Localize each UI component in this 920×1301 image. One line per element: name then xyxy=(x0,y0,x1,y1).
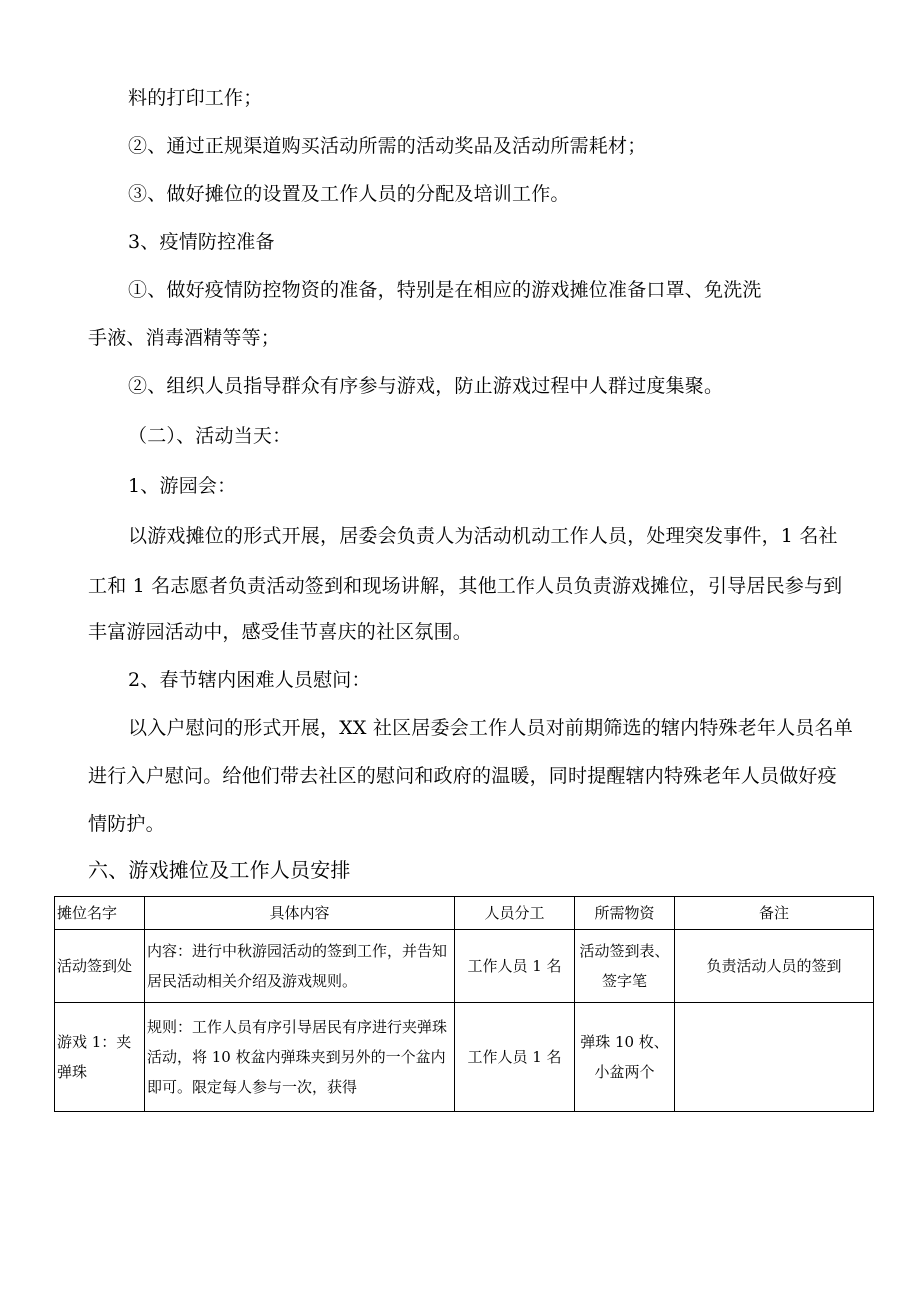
paragraph-line: ②、通过正规渠道购买活动所需的活动奖品及活动所需耗材； xyxy=(128,135,647,157)
subheading: （二）、活动当天： xyxy=(128,425,292,447)
subheading: 1、游园会： xyxy=(128,475,237,497)
cell-content: 内容：进行中秋游园活动的签到工作，并告知居民活动相关介绍及游戏规则。 xyxy=(145,930,455,1003)
paragraph-line: 丰富游园活动中，感受佳节喜庆的社区氛围。 xyxy=(88,621,473,643)
cell-supplies: 弹珠 10 枚、小盆两个 xyxy=(575,1003,675,1112)
paragraph-line: ①、做好疫情防控物资的准备，特别是在相应的游戏摊位准备口罩、免洗洗 xyxy=(128,279,762,301)
paragraph-line: 情防护。 xyxy=(88,813,165,835)
header-booth-name: 摊位名字 xyxy=(55,897,145,930)
subheading: 3、疫情防控准备 xyxy=(128,231,275,253)
cell-booth-name: 游戏 1：夹弹珠 xyxy=(55,1003,145,1112)
cell-supplies: 活动签到表、签字笔 xyxy=(575,930,675,1003)
cell-booth-name: 活动签到处 xyxy=(55,930,145,1003)
subheading: 2、春节辖内困难人员慰问： xyxy=(128,669,371,691)
paragraph-line: 手液、消毒酒精等等； xyxy=(88,327,281,349)
cell-staff: 工作人员 1 名 xyxy=(455,1003,575,1112)
table-row xyxy=(55,1003,874,1112)
paragraph-line: ③、做好摊位的设置及工作人员的分配及培训工作。 xyxy=(128,183,570,205)
cell-remark xyxy=(675,1003,874,1112)
table-row xyxy=(55,930,874,1003)
paragraph-line: 进行入户慰问。给他们带去社区的慰问和政府的温暖，同时提醒辖内特殊老年人员做好疫 xyxy=(88,765,837,787)
paragraph-line: 工和 1 名志愿者负责活动签到和现场讲解，其他工作人员负责游戏摊位，引导居民参与到 xyxy=(88,575,843,597)
paragraph-line: 以入户慰问的形式开展，XX 社区居委会工作人员对前期筛选的辖内特殊老年人员名单 xyxy=(128,717,853,739)
cell-content: 规则：工作人员有序引导居民有序进行夹弹珠活动，将 10 枚盆内弹珠夹到另外的一个盆内即可。限定每人参与一次，获得 xyxy=(145,1003,455,1112)
header-supplies: 所需物资 xyxy=(575,897,675,930)
paragraph-line: ②、组织人员指导群众有序参与游戏，防止游戏过程中人群过度集聚。 xyxy=(128,375,724,397)
cell-staff: 工作人员 1 名 xyxy=(455,930,575,1003)
section-heading: 六、游戏摊位及工作人员安排 xyxy=(88,858,351,882)
cell-remark: 负责活动人员的签到 xyxy=(675,930,874,1003)
header-content: 具体内容 xyxy=(145,897,455,930)
header-remark: 备注 xyxy=(675,897,874,930)
table-header-row xyxy=(55,897,874,930)
paragraph-line: 料的打印工作； xyxy=(128,87,263,109)
header-staff: 人员分工 xyxy=(455,897,575,930)
paragraph-line: 以游戏摊位的形式开展，居委会负责人为活动机动工作人员，处理突发事件，1 名社 xyxy=(128,525,838,547)
arrangement-table xyxy=(54,896,874,1112)
